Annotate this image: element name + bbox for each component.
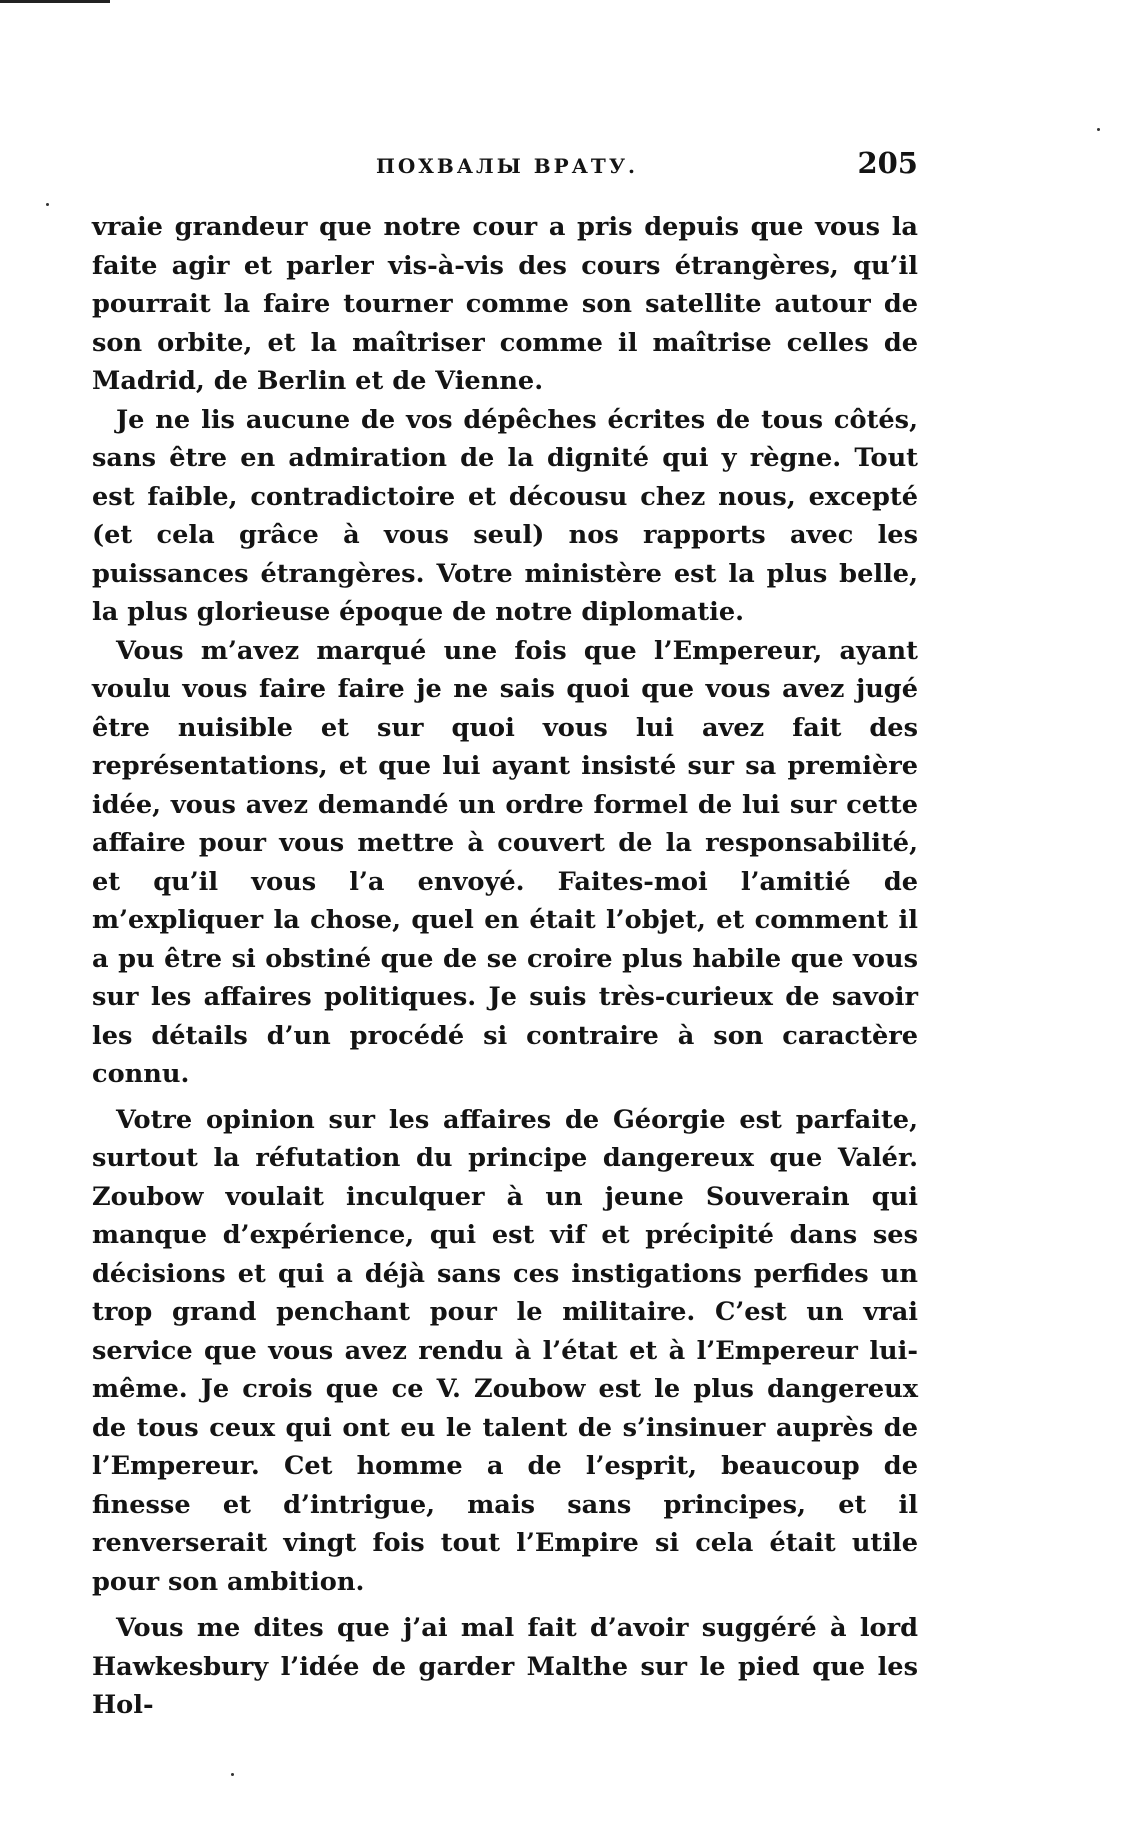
paragraph-3: Vous m’avez marqué une fois que l’Empereur, ayant voulu vous faire faire je ne sais quoi que vous avez jugé être nuisible et sur quoi vous lui avez fait des représentations, et que lui ayant insisté sur sa première idée, vous avez demandé un ordre formel de lui sur cette affaire pour vous mettre à couvert de la responsabilité, et qu’il vous l’a envoyé. Faites-moi l’amitié de m’expliquer la chose, quel en était l’objet, et comment il a pu être si obstiné que de se croire plus habile que vous sur les affaires politiques. Je suis très-curieux de savoir les détails d’un procédé si contraire à son caractère connu. [92,635,918,1089]
top-edge-rule [0,0,110,3]
page-number: 205 [857,146,918,180]
page-header [96,146,918,186]
scan-speck [231,1773,234,1776]
running-head: ПОХВАЛЫ ВРАТУ. [376,154,639,178]
paragraph-5: Vous me dites que j’ai mal fait d’avoir suggéré à lord Hawkesbury l’idée de garder Malthe sur le pied que les Hol- [92,1613,918,1720]
paragraph-4: Votre opinion sur les affaires de Géorgie est parfaite, surtout la réfutation du principe dangereux que Valér. Zoubow voulait inculquer à un jeune Souverain qui manque d’expérience, qui est vif et précipité dans ses décisions et qui a déjà sans ces instigations perfides un trop grand penchant pour le militaire. C’est un vrai service que vous avez rendu à l’état et à l’Empereur lui-même. Je crois que ce V. Zoubow est le plus dangereux de tous ceux qui ont eu le talent de s’insinuer auprès de l’Empereur. Cet homme a de l’esprit, beaucoup de finesse et d’intrigue, mais sans principes, et il renverserait vingt fois tout l’Empire si cela était utile pour son ambition. [92,1104,918,1597]
scan-speck [46,203,49,206]
scan-speck [1097,128,1100,131]
paragraph-2: Je ne lis aucune de vos dépêches écrites de tous côtés, sans être en admiration de la dignité qui y règne. Tout est faible, contradictoire et décousu chez nous, excepté (et cela grâce à vous seul) nos rapports avec les puissances étrangères. Votre ministère est la plus belle, la plus glorieuse époque de notre diplomatie. [92,404,918,627]
body-text [92,208,918,1725]
paragraph-1: vraie grandeur que notre cour a pris depuis que vous la faite agir et parler vis-à-vis des cours étrangères, qu’il pourrait la faire tourner comme son satellite autour de son orbite, et la maîtriser comme il maîtrise celles de Madrid, de Berlin et de Vienne. [92,212,918,396]
